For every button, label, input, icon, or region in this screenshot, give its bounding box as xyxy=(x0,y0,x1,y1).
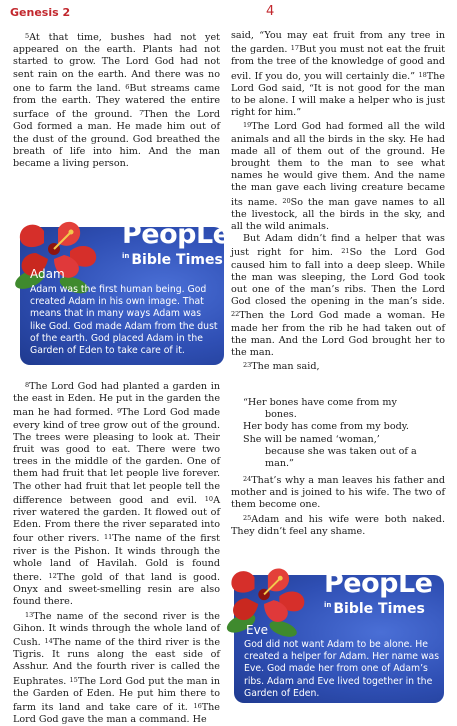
poem-line: Her body has come from my body. xyxy=(243,421,409,433)
paragraph xyxy=(231,473,445,512)
verse-text: The man said, xyxy=(251,361,320,373)
person-name: Adam xyxy=(30,267,65,281)
chapter-heading: Genesis 2 xyxy=(10,6,71,19)
verse-number: 12 xyxy=(48,572,57,581)
verse-number: 6 xyxy=(125,82,130,91)
verse-number: 13 xyxy=(25,610,34,619)
verse-text: The name of the third river is the Tigris. It runs along the east side of Asshur. And the fourth river is called the Euphrates. xyxy=(13,637,220,687)
poem-block xyxy=(231,397,445,470)
verse-number: 14 xyxy=(44,637,53,646)
poem-line: because she was taken out of a xyxy=(265,445,417,457)
verse-number: 8 xyxy=(25,381,30,389)
verse-number: 25 xyxy=(243,513,252,522)
paragraph xyxy=(13,30,220,170)
verse-number: 7 xyxy=(139,109,144,118)
verse-text: A river watered the garden. It flowed out of Eden. From there the river separated into four other rivers. xyxy=(13,494,220,545)
people-in-bible-times-logo xyxy=(324,570,433,617)
poem-line: man.” xyxy=(265,458,294,470)
verse-number: 15 xyxy=(69,675,78,684)
verse-text: So the man gave names to all the livestock, all the birds in the sky, and all the wild animals. xyxy=(231,196,446,233)
verse-text: That’s why a man leaves his father and mother and is joined to his wife. The two of them become one. xyxy=(231,475,445,511)
verse-number: 16 xyxy=(193,702,202,711)
logo-bible-times-word: Bible Times xyxy=(131,252,223,268)
paragraph xyxy=(13,379,220,609)
paragraph xyxy=(231,233,445,359)
verse-number: 22 xyxy=(231,310,240,319)
right-column-top-text xyxy=(231,30,445,373)
paragraph xyxy=(13,609,220,726)
people-box-eve xyxy=(222,565,448,720)
person-description: Adam was the first human being. God created Adam in his own image. That means that in many ways Adam was like God. God made Adam from the dust of the earth. God placed Adam in the Garden of Eden to take care of it. xyxy=(30,284,218,357)
verse-number: 19 xyxy=(243,121,252,130)
verse-text: The Lord God had formed all the wild animals and all the birds in the sky. He had made all of them out of the ground. He brought them to the man to see what names he would give them. And the name the man gave each living creature became its name. xyxy=(231,121,445,208)
person-description: God did not want Adam to be alone. He created a helper for Adam. Her name was Eve. God made her from one of Adam’s ribs. Adam and Eve lived together in the Garden of Eden. xyxy=(244,639,440,699)
logo-in-word: in xyxy=(122,252,130,260)
verse-text: The name of the first river is the Pishon. It winds through the whole land of Havilah. Gold is found there. xyxy=(13,533,220,584)
left-column-top-text xyxy=(13,30,220,170)
verse-text: The Lord God put the man in the Garden of Eden. He put him there to farm its land and take care of it. xyxy=(13,675,220,714)
paragraph xyxy=(231,119,445,233)
people-in-bible-times-logo xyxy=(122,221,231,268)
poem-line: She will be named ‘woman,’ xyxy=(243,433,380,445)
right-column-after-poem xyxy=(231,473,445,538)
left-column-bottom-text xyxy=(13,379,220,726)
verse-number: 24 xyxy=(243,475,252,483)
verse-text: The Lord God said, “It is not good for the man to be alone. I will make a helper who is just right for him.” xyxy=(231,70,445,119)
paragraph xyxy=(231,359,445,373)
poem-line: “Her bones have come from my xyxy=(243,397,397,408)
person-name: Eve xyxy=(246,623,269,637)
verse-text: Then the Lord God formed a man. He made him out of the dust of the ground. God breathed the breath of life into him. And the man became a living person. xyxy=(13,109,220,170)
verse-text: said, “You may eat fruit from any tree in the garden. xyxy=(231,30,445,56)
verse-number: 20 xyxy=(282,196,291,205)
logo-bible-times-word: Bible Times xyxy=(333,601,425,617)
people-box-adam xyxy=(10,215,231,365)
paragraph xyxy=(231,512,445,538)
verse-text: But you must not eat the fruit from the tree of the knowledge of good and evil. If you do, you will certainly die.” xyxy=(231,44,445,82)
verse-text: The Lord God gave the man a command. He xyxy=(13,702,220,726)
verse-text: So the Lord God caused him to fall into a deep sleep. While the man was sleeping, the Lord God took out one of the man’s ribs. Then the Lord God closed the opening in the man’s side. xyxy=(231,247,445,308)
verse-text: But streams came from the earth. They watered the entire surface of the ground. xyxy=(13,82,220,121)
logo-in-word: in xyxy=(324,601,332,609)
verse-text: Then the Lord God made a woman. He made her from the rib he had taken out of the man. And the Lord God brought her to the man. xyxy=(231,310,445,359)
verse-number: 21 xyxy=(341,247,350,256)
verse-number: 17 xyxy=(290,44,299,53)
verse-text: The Lord God had planted a garden in the east in Eden. He put in the garden the man he had formed. xyxy=(13,381,220,419)
logo-people-word: PeopLe xyxy=(324,568,433,599)
verse-number: 11 xyxy=(103,533,113,542)
verse-number: 18 xyxy=(418,70,427,79)
verse-text: The gold of that land is good. Onyx and sweet-smelling resin are also found there. xyxy=(13,572,220,608)
verse-number: 23 xyxy=(243,361,252,370)
verse-text: But Adam didn’t find a helper that was just right for him. xyxy=(231,233,445,259)
verse-number: 5 xyxy=(25,32,30,40)
verse-text: At that time, bushes had not yet appeared on the earth. Plants had not started to grow. The Lord God had not sent rain on the earth. And there was no one to farm the land. xyxy=(13,32,220,94)
verse-number: 9 xyxy=(117,407,122,416)
page-number: 4 xyxy=(266,4,275,19)
verse-number: 10 xyxy=(204,494,214,503)
poem-line: bones. xyxy=(265,409,297,421)
logo-people-word: PeopLe xyxy=(122,219,231,250)
page-header xyxy=(8,4,449,22)
verse-text: The name of the second river is the Gihon. It winds through the whole land of Cush. xyxy=(13,610,220,649)
paragraph xyxy=(231,30,445,119)
verse-text: Adam and his wife were both naked. They didn’t feel any shame. xyxy=(231,513,445,537)
verse-text: The Lord God made every kind of tree grow out of the ground. The trees were pleasing to look at. Their fruit was good to eat. There were two trees in the middle of the garden. One of them had fruit that let people live forever. The other had fruit that let people tell the difference between good and evil. xyxy=(13,407,221,506)
